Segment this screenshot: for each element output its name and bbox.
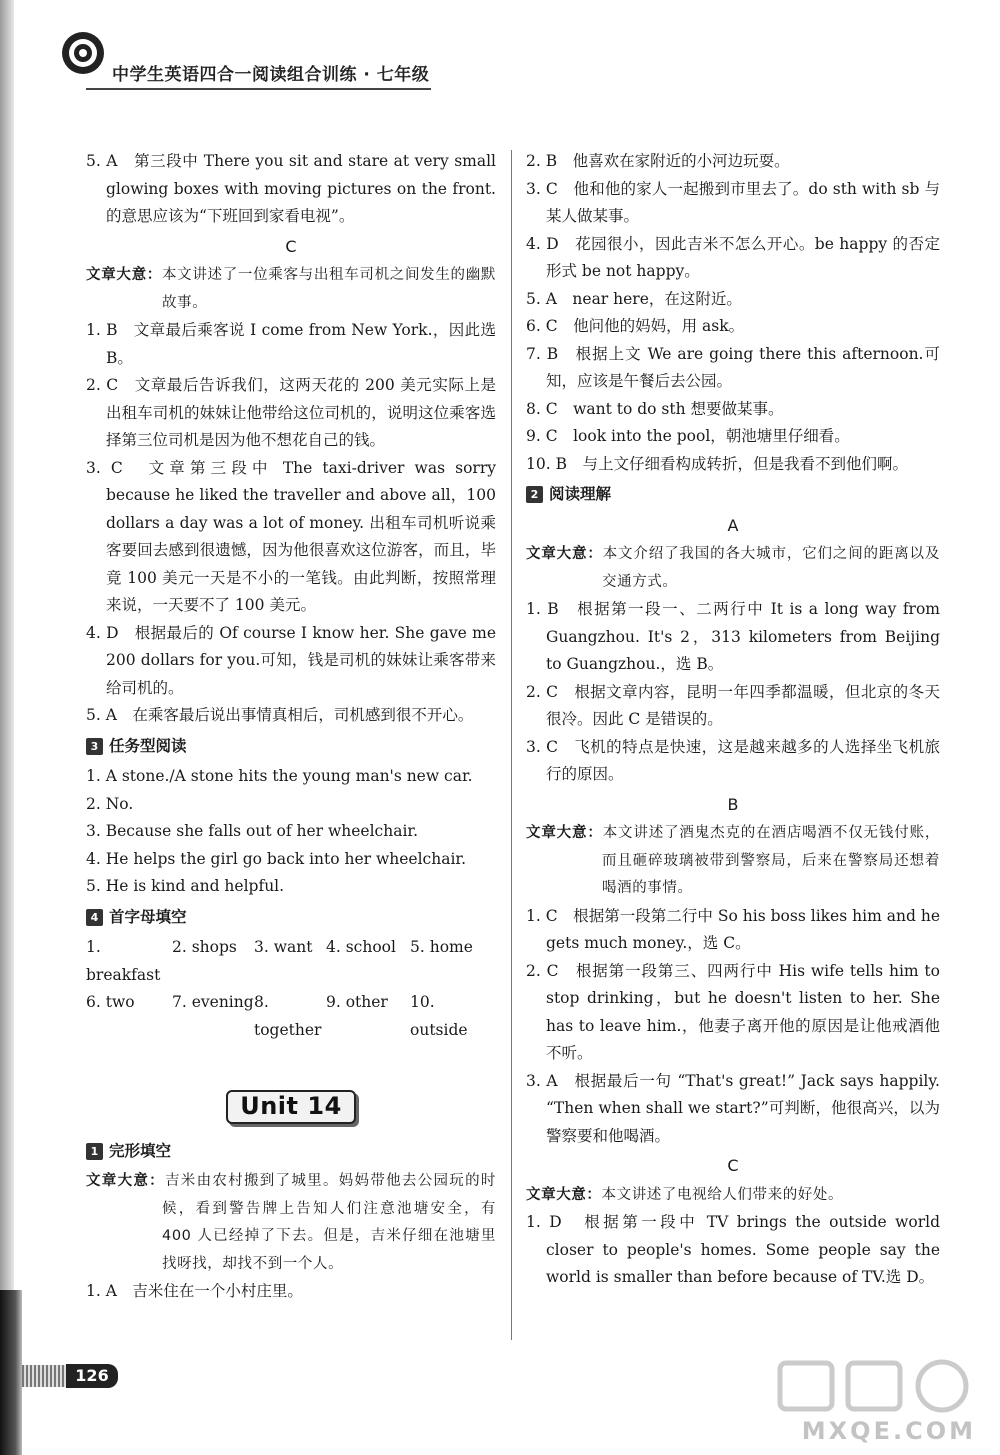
- summary-label: 文章大意：: [526, 1186, 602, 1203]
- answer-item: 3. C 飞机的特点是快速，这是越来越多的人选择坐飞机旅行的原因。: [526, 737, 940, 783]
- answer-item: 2. C 文章最后告诉我们，这两天花的 200 美元实际上是出租车司机的妹妹让他带给这位司机的，说明这位乘客选择第三位司机是因为他不想花自己的钱。: [86, 376, 496, 449]
- column-divider: [511, 150, 512, 1340]
- answer-item: 3. Because she falls out of her wheelchair.: [86, 822, 419, 840]
- answer-item: 1. A stone./A stone hits the young man's new car.: [86, 767, 473, 785]
- section-heading-cloze: [86, 1138, 496, 1166]
- summary-text: 本文讲述了电视给人们带来的好处。: [601, 1186, 844, 1203]
- fill-answer: 6. two: [86, 993, 135, 1011]
- section-heading-fill-in: [86, 904, 496, 932]
- answer-item: 1. B 根据第一段一、二两行中 It is a long way from Guangzhou. It's 2，313 kilometers from Beijing to Guangzhou.，选 B。: [526, 600, 940, 673]
- answer-item: 5. A 在乘客最后说出事情真相后，司机感到很不开心。: [86, 706, 474, 724]
- passage-summary: [86, 262, 496, 317]
- answer-item: 5. A 第三段中 There you sit and stare at very small glowing boxes with moving pictures on the front.的意思应该为“下班回到家看电视”。: [86, 152, 496, 225]
- passage-heading-b: B: [727, 794, 739, 814]
- header-rule: [86, 88, 431, 90]
- page-number-stripes: [22, 1365, 68, 1387]
- answer-item: 4. D 花园很小，因此吉米不怎么开心。be happy 的否定形式 be not happy。: [526, 234, 940, 280]
- fill-answer: 1. breakfast: [86, 938, 161, 984]
- answer-item: 1. D 根据第一段中 TV brings the outside world closer to people's homes. Some people say the world is smaller than before because of TV.选 D。: [526, 1213, 940, 1286]
- answer-item: 2. C 根据文章内容，昆明一年四季都温暖，但北京的冬天很冷。因此 C 是错误的。: [526, 682, 940, 728]
- book-title: 中学生英语四合一阅读组合训练 · 七年级: [112, 65, 430, 85]
- answer-item: 1. C 根据第一段第二行中 So his boss likes him and he gets much money.，选 C。: [526, 906, 940, 952]
- section-title: 完形填空: [109, 1141, 172, 1160]
- answer-item: 10. B 与上文仔细看构成转折，但是我看不到他们啊。: [526, 454, 908, 473]
- summary-text: 本文讲述了一位乘客与出租车司机之间发生的幽默故事。: [161, 267, 497, 311]
- fill-answer: 3. want: [254, 938, 313, 956]
- passage-heading-a: A: [727, 515, 739, 535]
- unit-title: Unit 14: [226, 1090, 356, 1124]
- summary-label: 文章大意：: [86, 1173, 165, 1189]
- answer-item: 5. He is kind and helpful.: [86, 877, 285, 895]
- section-title: 任务型阅读: [109, 736, 187, 755]
- fill-answer: 7. evening: [172, 993, 254, 1011]
- summary-text: 本文介绍了我国的各大城市，它们之间的距离以及交通方式。: [602, 546, 941, 590]
- fill-answer: 2. shops: [172, 938, 237, 956]
- answer-item: 9. C look into the pool，朝池塘里仔细看。: [526, 427, 850, 445]
- fill-answer: 5. home: [410, 938, 473, 956]
- answer-item: 3. A 根据最后一句 “That's great!” Jack says happily. “Then when shall we start?”可判断，他很高兴，以为警察要和他喝酒。: [526, 1071, 940, 1145]
- answer-item: 2. No.: [86, 794, 134, 813]
- answer-item: 2. C 根据第一段第三、四两行中 His wife tells him to stop drinking，but he doesn't listen to her. She has to leave him.，他妻子离开他的原因是让他戒酒他不听。: [526, 961, 940, 1062]
- right-column: [526, 148, 940, 1292]
- page-edge-shadow: [0, 1290, 22, 1455]
- fill-answer: 9. other: [326, 993, 388, 1011]
- answer-item: 4. He helps the girl go back into her wheelchair.: [86, 849, 467, 868]
- section-number-badge: 3: [86, 738, 103, 755]
- summary-label: 文章大意：: [526, 825, 603, 841]
- target-logo-icon: [60, 30, 106, 76]
- section-number-badge: 4: [86, 909, 103, 926]
- passage-summary: [526, 1182, 940, 1210]
- passage-summary: [86, 1168, 496, 1278]
- passage-heading-c: C: [285, 236, 297, 256]
- summary-label: 文章大意：: [86, 267, 162, 283]
- passage-summary: [526, 541, 940, 596]
- unit-heading: [86, 1090, 496, 1124]
- passage-heading-c: C: [727, 1156, 739, 1175]
- answer-item: 3. C 他和他的家人一起搬到市里去了。do sth with sb 与某人做某事。: [526, 179, 940, 225]
- section-number-badge: 2: [526, 486, 543, 503]
- page-edge: [0, 0, 14, 1455]
- fill-answer: 8. together: [254, 993, 322, 1039]
- section-heading-task-reading: [86, 733, 496, 761]
- section-title: 首字母填空: [109, 907, 187, 926]
- left-column: [86, 148, 496, 1306]
- answer-item: 4. D 根据最后的 Of course I know her. She gave me 200 dollars for you.可知，钱是司机的妹妹让乘客带来给司机的。: [86, 623, 496, 697]
- fill-answer: 4. school: [326, 938, 396, 956]
- summary-text: 吉米由农村搬到了城里。妈妈带他去公园玩的时候，看到警告牌上告知人们注意池塘安全，有 400 人已经掉了下去。但是，吉米仔细在池塘里找呀找，却找不到一个人。: [162, 1173, 496, 1272]
- answer-item: 1. A 吉米住在一个小村庄里。: [86, 1282, 303, 1300]
- answer-item: 5. A near here，在这附近。: [526, 289, 742, 308]
- summary-text: 本文讲述了酒鬼杰克的在酒店喝酒不仅无钱付账，而且砸碎玻璃被带到警察局，后来在警察局还想着喝酒的事情。: [602, 825, 941, 896]
- section-heading-reading: [526, 481, 940, 509]
- passage-summary: [526, 820, 940, 903]
- answer-item: 2. B 他喜欢在家附近的小河边玩耍。: [526, 152, 790, 170]
- answer-item: 8. C want to do sth 想要做某事。: [526, 399, 784, 418]
- watermark-text: MXQE.COM: [801, 1417, 976, 1445]
- answer-item: 3. C 文章第三段中 The taxi-driver was sorry because he liked the traveller and above all，100 dollars a day was a lot of money. 出租车司机听说乘客要回去感到很遗憾，因为他很喜欢这位游客，而且，毕竟 100 美元一天是不小的一笔钱。由此判断，按照常理来说，一天要不了 100 美元。: [86, 458, 496, 614]
- summary-label: 文章大意：: [526, 546, 603, 562]
- fill-answer: 10. outside: [410, 993, 468, 1039]
- fill-in-answers: [86, 934, 496, 1044]
- answer-item: 6. C 他问他的妈妈，用 ask。: [526, 317, 745, 335]
- section-title: 阅读理解: [549, 485, 612, 503]
- answer-item: 1. B 文章最后乘客说 I come from New York.，因此选 B。: [86, 321, 496, 367]
- section-number-badge: 1: [86, 1143, 103, 1160]
- page-number: 126: [66, 1364, 118, 1388]
- answer-item: 7. B 根据上文 We are going there this afternoon.可知，应该是午餐后去公园。: [526, 344, 940, 390]
